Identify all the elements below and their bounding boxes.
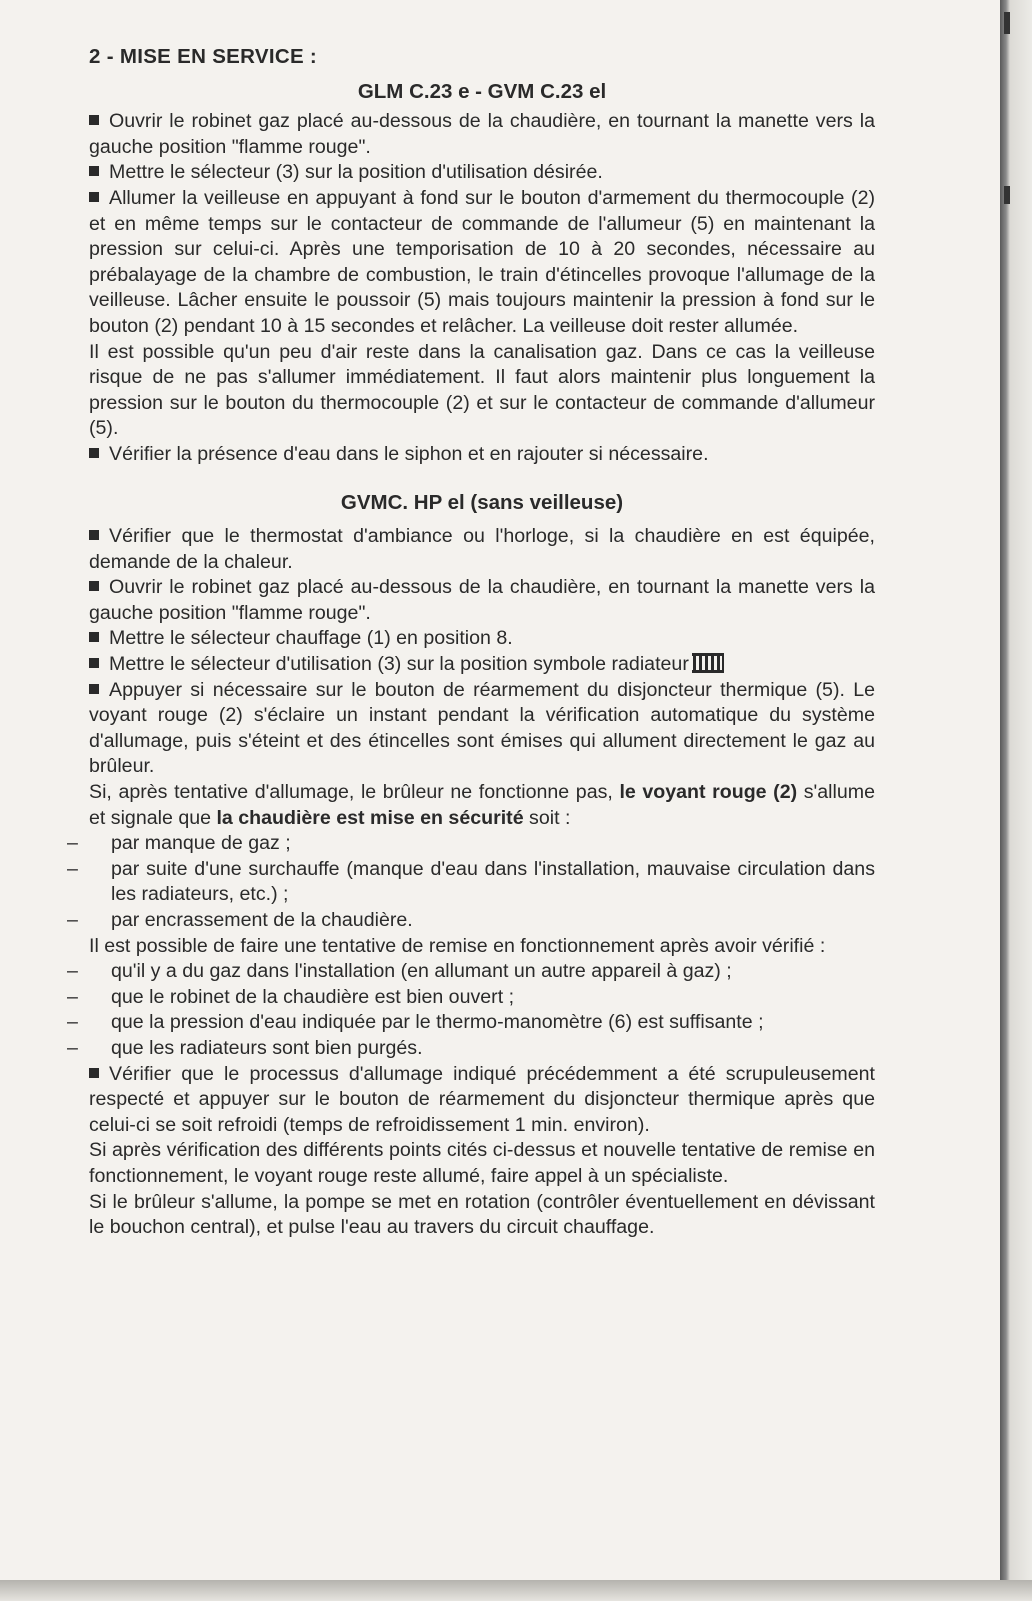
square-bullet-icon (89, 658, 99, 668)
document-body (67, 44, 875, 1241)
square-bullet-icon (89, 1068, 99, 1078)
subheading-glm: GLM C.23 e - GVM C.23 el (357, 79, 607, 103)
square-bullet-icon (89, 192, 99, 202)
dash-item: – par suite d'une surchauffe (manque d'eau dans l'installation, mauvaise circulation dans les radiateurs, etc.) ; (67, 857, 875, 906)
retry-paragraph: Il est possible de faire une tentative de remise en fonctionnement après avoir vérifié : (89, 934, 826, 957)
bullet-item: Ouvrir le robinet gaz placé au-dessous de la chaudière, en tournant la manette vers la gauche position "flamme rouge". (89, 576, 875, 624)
subheading-gvmc: GVMC. HP el (sans veilleuse) (340, 490, 624, 514)
square-bullet-icon (89, 530, 99, 540)
pump-paragraph: Si le brûleur s'allume, la pompe se met en rotation (contrôler éventuellement en dévissant le bouchon central), et pulse l'eau au travers du circuit chauffage. (89, 1190, 875, 1239)
square-bullet-icon (89, 115, 99, 125)
dash-item: – que le robinet de la chaudière est bien ouvert ; (67, 985, 515, 1008)
specialist-paragraph: Si après vérification des différents points cités ci-dessus et nouvelle tentative de remise en fonctionnement, le voyant rouge reste allumé, faire appel à un spécialiste. (89, 1139, 875, 1187)
dash-item: – que les radiateurs sont bien purgés. (67, 1036, 423, 1059)
dash-item: – par manque de gaz ; (67, 832, 291, 855)
bullet-item: Mettre le sélecteur d'utilisation (3) sur la position symbole radiateur (89, 652, 875, 678)
bullet-item: Allumer la veilleuse en appuyant à fond sur le bouton d'armement du thermocouple (2) et en même temps sur le contacteur de commande de l'allumeur (5) en maintenant la pression sur celui-ci. Après une temporisation de 10 à 20 secondes, nécessaire au prébalayage de la chambre de combustion, le train d'étincelles provoque l'allumage de la veilleuse. Lâcher ensuite le poussoir (5) mais toujours maintenir la pression à fond sur le bouton (2) pendant 10 à 15 secondes et relâcher. La veilleuse doit rester allumée. (89, 186, 875, 337)
dash-item: – que la pression d'eau indiquée par le thermo-manomètre (6) est suffisante ; (67, 1011, 764, 1034)
edge-mark (1004, 12, 1010, 34)
bullet-item: Mettre le sélecteur (3) sur la position d'utilisation désirée. (89, 160, 875, 186)
bullet-item: Ouvrir le robinet gaz placé au-dessous de la chaudière, en tournant la manette vers la gauche position "flamme rouge". (89, 110, 875, 158)
bullet-item: Vérifier la présence d'eau dans le siphon et en rajouter si nécessaire. (89, 442, 875, 468)
square-bullet-icon (89, 581, 99, 591)
page-edge-shadow (1000, 0, 1032, 1601)
square-bullet-icon (89, 684, 99, 694)
failure-paragraph: Si, après tentative d'allumage, le brûleur ne fonctionne pas, le voyant rouge (2) s'allume et signale que la chaudière est mise en sécurité soit : (89, 781, 875, 829)
section-title: 2 - MISE EN SERVICE : (89, 45, 318, 68)
dash-item: – par encrassement de la chaudière. (67, 909, 413, 931)
square-bullet-icon (89, 448, 99, 458)
note-paragraph: Il est possible qu'un peu d'air reste dans la canalisation gaz. Dans ce cas la veilleuse risque de ne pas s'allumer immédiatement. Il faut alors maintenir plus longuement la pression sur le bouton du thermocouple (2) et sur le contacteur de commande d'allumeur (5). (89, 340, 875, 440)
edge-mark (1004, 186, 1010, 204)
bullet-item: Vérifier que le thermostat d'ambiance ou l'horloge, si la chaudière en est équipée, demande de la chaleur. (89, 525, 875, 573)
bullet-item: Appuyer si nécessaire sur le bouton de réarmement du disjoncteur thermique (5). Le voyant rouge (2) s'éclaire un instant pendant la vérification automatique du système d'allumage, puis s'éteint et des étincelles sont émises qui allument directement le gaz au brûleur. (89, 678, 875, 778)
square-bullet-icon (89, 632, 99, 642)
radiator-icon (691, 652, 725, 674)
dash-item: – qu'il y a du gaz dans l'installation (en allumant un autre appareil à gaz) ; (67, 960, 732, 983)
bullet-item: Mettre le sélecteur chauffage (1) en position 8. (89, 626, 875, 652)
page-bottom-edge (0, 1580, 1032, 1601)
bullet-item: Vérifier que le processus d'allumage indiqué précédemment a été scrupuleusement respecté et appuyer sur le bouton de réarmement du disjoncteur thermique après que celui-ci se soit refroidi (temps de refroidissement 1 min. environ). (89, 1062, 875, 1136)
square-bullet-icon (89, 166, 99, 176)
